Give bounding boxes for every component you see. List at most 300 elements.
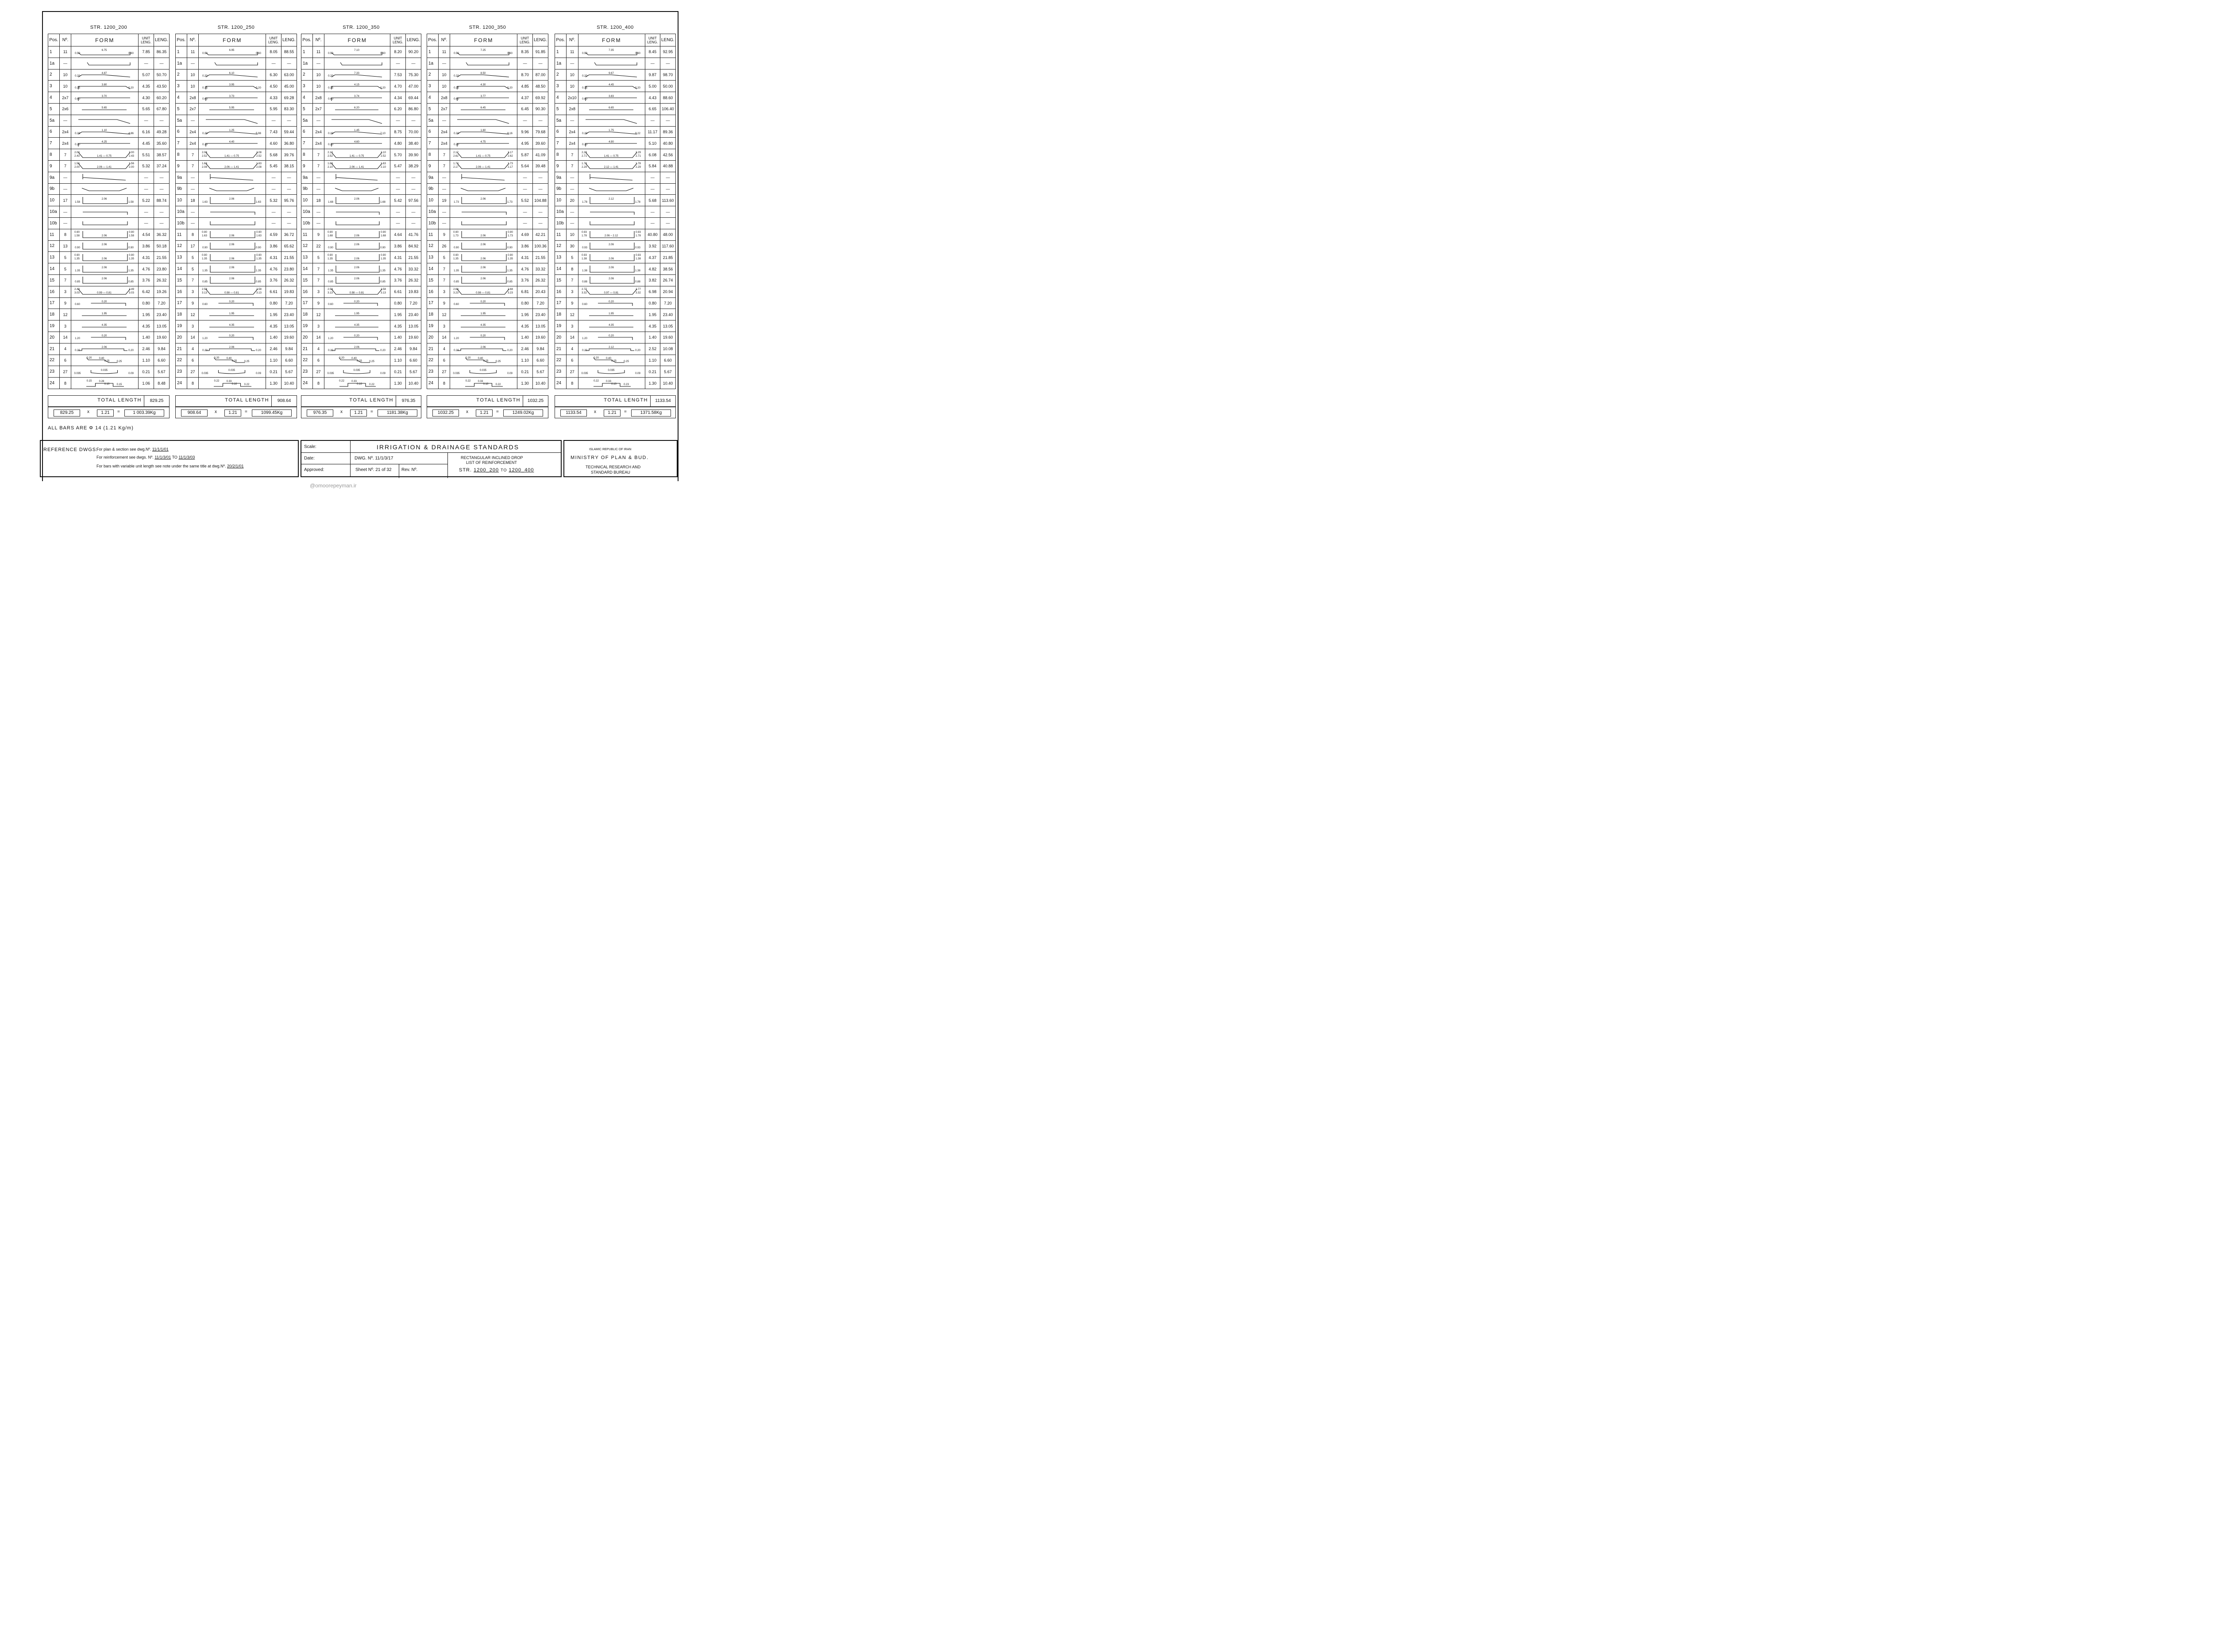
bar-shape-line	[335, 188, 378, 191]
dimension-label: 2.06	[229, 197, 235, 201]
no-cell: 2x8	[438, 92, 450, 104]
str-table	[555, 27, 676, 421]
bar-shape	[199, 150, 266, 160]
bar-shape-line	[457, 132, 509, 134]
bar-shape	[324, 275, 390, 286]
bar-shape	[199, 138, 266, 149]
dimension-label: 2.06	[480, 197, 486, 201]
dimension-label: 2.17	[453, 151, 459, 154]
form-cell	[450, 240, 517, 252]
no-cell: 7	[312, 274, 324, 286]
no-cell: 3	[566, 320, 578, 332]
table-row	[427, 149, 548, 161]
dimension-label: 2.12 — 1.41	[604, 166, 619, 169]
reference-line1-ref[interactable]: 11/1/1/01	[152, 447, 169, 452]
form-cell	[450, 252, 517, 263]
no-cell: 2x4	[566, 126, 578, 138]
no-cell: 10	[438, 69, 450, 81]
bar-shape	[199, 184, 266, 194]
unit-length-cell: 5.70	[390, 149, 406, 161]
unit-length-cell: 2.46	[390, 343, 406, 355]
pos-cell: 9a	[555, 172, 567, 183]
dimension-label: 5.95	[229, 107, 235, 110]
dimension-label: 3.77	[480, 95, 486, 98]
bar-shape	[324, 115, 390, 126]
form-cell	[450, 320, 517, 332]
pos-cell: 19	[301, 320, 313, 332]
dimension-label: 0.35	[582, 86, 587, 89]
table-row	[48, 206, 170, 218]
no-cell: —	[312, 115, 324, 126]
length-cell: 83.30	[281, 103, 297, 115]
table-row	[48, 217, 170, 229]
dimension-label: 1.35	[454, 269, 459, 272]
length-cell: 5.67	[154, 366, 169, 378]
no-cell: 8	[312, 378, 324, 389]
length-cell: 10.40	[660, 378, 675, 389]
bar-shape	[199, 275, 266, 286]
dimension-label: 3.23	[508, 292, 513, 295]
table-row	[48, 81, 170, 92]
length-cell: 26.32	[532, 274, 548, 286]
length-cell: 100.36	[532, 240, 548, 252]
dimension-label: 0.40	[478, 357, 483, 360]
pos-cell: 6	[301, 126, 313, 138]
dimension-label: 0.20	[480, 300, 486, 303]
dimension-label: 0.93	[635, 246, 640, 249]
bar-shape-line	[87, 62, 130, 65]
dimension-label: 0.035	[101, 369, 108, 372]
length-cell: 50.70	[154, 69, 169, 81]
bar-shape	[71, 344, 138, 354]
form-cell	[71, 126, 139, 138]
no-cell: —	[187, 115, 198, 126]
bar-shape-line	[332, 132, 382, 134]
dimension-label: 2.29	[581, 166, 587, 169]
dimension-label: 0.50	[328, 52, 334, 55]
table-row	[427, 297, 548, 309]
pos-cell: 3	[427, 81, 439, 92]
table-row	[427, 206, 548, 218]
bar-shape	[450, 378, 517, 389]
dimension-label: 0.90	[381, 254, 386, 257]
no-cell: 9	[312, 297, 324, 309]
unit-length-cell: 6.98	[645, 286, 660, 297]
dimension-label: 0.10	[483, 382, 489, 386]
reference-line2-ref-a[interactable]: 11/1/3/01	[154, 455, 171, 459]
bar-shape	[450, 367, 517, 377]
table-row	[301, 309, 421, 320]
length-cell: —	[281, 217, 297, 229]
dimension-label: 4.87	[101, 72, 107, 75]
dimension-label: 0.25	[116, 360, 122, 363]
form-cell	[450, 286, 517, 297]
no-cell: 8	[438, 378, 450, 389]
no-cell: 7	[438, 149, 450, 161]
unit-length-cell: 4.70	[390, 81, 406, 92]
dimension-label: 1.35	[128, 269, 134, 272]
no-cell: 5	[438, 252, 450, 263]
unit-length-cell: —	[390, 206, 406, 218]
bar-shape	[578, 298, 645, 309]
header-unit-length: UNIT LENG.	[139, 34, 154, 46]
table-row	[427, 160, 548, 172]
bar-shape	[450, 355, 517, 366]
no-cell: 8	[566, 378, 578, 389]
unit-length-cell: 5.32	[266, 195, 281, 206]
bar-shape	[199, 378, 266, 389]
dimension-label: 1.95	[608, 312, 614, 315]
reference-line3-text: For bars with variable unit length see note under the same title at dwg.Nº.	[96, 464, 226, 468]
form-cell	[199, 297, 266, 309]
table-row	[301, 183, 421, 195]
form-cell	[199, 378, 266, 389]
dimension-label: 2.06	[608, 278, 614, 281]
bar-shape-line	[457, 349, 506, 351]
dimension-label: 2.06	[354, 197, 360, 201]
unit-length-cell: 4.35	[266, 320, 281, 332]
table-row	[176, 332, 297, 343]
bar-shape	[578, 229, 645, 240]
pos-cell: 24	[176, 378, 187, 389]
dimension-label: 0.40	[99, 357, 104, 360]
dimension-label: 0.25	[495, 360, 501, 363]
bar-shape-line	[78, 132, 130, 134]
dimension-label: 0.035	[480, 369, 487, 372]
bar-shape	[199, 367, 266, 377]
bar-shape-line	[586, 83, 637, 89]
table-row	[555, 81, 676, 92]
dimension-label: 0.20	[380, 86, 386, 89]
pos-cell: 5	[427, 103, 439, 115]
length-cell: 41.09	[532, 149, 548, 161]
dimension-label: 0.33	[226, 380, 232, 383]
pos-cell: 10	[176, 195, 187, 206]
bar-shape	[578, 115, 645, 126]
unit-length-cell: 1.30	[517, 378, 533, 389]
dimension-label: 0.85	[454, 281, 459, 284]
pos-cell: 7	[301, 138, 313, 149]
unit-length-cell: 3.76	[139, 274, 154, 286]
form-cell	[578, 115, 645, 126]
form-cell	[578, 92, 645, 104]
length-cell: 91.85	[532, 46, 548, 58]
form-cell	[578, 126, 645, 138]
dimension-label: 2.06	[608, 243, 614, 246]
unit-length-cell: 1.95	[517, 309, 533, 320]
pos-cell: 15	[48, 274, 60, 286]
dimension-label: 0.85	[75, 281, 81, 284]
dimension-label: 4.35	[229, 324, 235, 327]
dimension-label: 0.85	[128, 281, 134, 284]
form-cell	[71, 58, 139, 69]
bar-shape-line	[78, 52, 130, 55]
length-cell: 13.05	[281, 320, 297, 332]
form-cell	[324, 274, 390, 286]
dimension-label: 0.60	[328, 97, 334, 100]
header-form: FORM	[324, 34, 390, 46]
no-cell: 27	[187, 366, 198, 378]
bar-shape	[199, 241, 266, 251]
bar-shape	[450, 138, 517, 149]
length-cell: 19.60	[154, 332, 169, 343]
length-cell: —	[660, 172, 675, 183]
length-cell: 5.67	[532, 366, 548, 378]
unit-length-cell: —	[517, 115, 533, 126]
dimension-label: 0.25	[623, 360, 629, 363]
table-row	[48, 309, 170, 320]
dimension-label: 0.20	[75, 349, 81, 352]
dimension-label: 2.06	[480, 278, 486, 281]
dimension-label: 0.20	[328, 74, 334, 77]
form-cell	[450, 355, 517, 366]
length-cell: 69.92	[532, 92, 548, 104]
weight-calc-row	[427, 407, 548, 418]
dimension-label: 3.03	[74, 292, 80, 295]
no-cell: —	[566, 217, 578, 229]
bar-shape-line	[457, 120, 509, 124]
dimension-label: 1.68	[380, 201, 386, 204]
length-cell: 10.08	[660, 343, 675, 355]
length-cell: 48.00	[660, 229, 675, 240]
form-cell	[578, 286, 645, 297]
pos-cell: 13	[48, 252, 60, 263]
tb-divider-1	[350, 441, 351, 476]
unit-length-cell: 4.95	[517, 138, 533, 149]
table-row	[301, 286, 421, 297]
pos-cell: 9	[427, 160, 439, 172]
form-cell	[324, 332, 390, 343]
pos-cell: 4	[48, 92, 60, 104]
length-cell: 19.60	[281, 332, 297, 343]
dimension-label: 0.90	[453, 254, 459, 257]
reference-line2-ref-b[interactable]: 11/1/3/03	[178, 455, 195, 459]
pos-cell: 12	[301, 240, 313, 252]
bar-shape	[450, 241, 517, 251]
dimension-label: 1.35	[380, 269, 386, 272]
desc-line3-b: 1200_400	[509, 467, 534, 473]
dimension-label: 0.035	[608, 369, 615, 372]
dimension-label: 0.90	[202, 231, 208, 234]
table-row	[301, 355, 421, 366]
unit-length-cell: —	[266, 183, 281, 195]
length-cell: 98.70	[660, 69, 675, 81]
dimension-label: 1.73	[507, 201, 513, 204]
dimension-label: 1.73	[453, 162, 459, 166]
dimension-label: 2.06	[608, 257, 614, 260]
dimension-label: 1.63	[202, 162, 208, 166]
unit-length-cell: 5.42	[390, 195, 406, 206]
dimension-label: 3.32	[635, 292, 641, 295]
bar-shape	[199, 264, 266, 274]
unit-length-cell: 8.70	[517, 69, 533, 81]
dimension-label: 7.33	[354, 72, 360, 75]
length-cell: 48.50	[532, 81, 548, 92]
pos-cell: 2	[555, 69, 567, 81]
dimension-label: 1.78	[581, 235, 587, 238]
pos-cell: 18	[301, 309, 313, 320]
form-cell	[578, 138, 645, 149]
total-length-value: 1032.25	[523, 396, 548, 406]
bar-shape	[71, 332, 138, 343]
dimension-label: 9.22	[635, 132, 640, 135]
dimension-label: 4.35	[480, 324, 486, 327]
bar-shape	[578, 241, 645, 251]
bar-shape	[578, 332, 645, 343]
table-row	[301, 240, 421, 252]
length-cell: 106.40	[660, 103, 675, 115]
unit-length-cell: 4.31	[517, 252, 533, 263]
table-row	[301, 274, 421, 286]
bar-shape-line	[78, 98, 130, 101]
form-cell	[71, 138, 139, 149]
no-cell: 10	[59, 69, 71, 81]
bar-shape	[71, 195, 138, 206]
pos-cell: 17	[301, 297, 313, 309]
unit-length-cell: —	[266, 206, 281, 218]
pos-cell: 9	[555, 160, 567, 172]
table-row	[176, 297, 297, 309]
dimension-label: 0.20	[454, 143, 459, 146]
form-cell	[199, 332, 266, 343]
bar-shape	[450, 229, 517, 240]
length-cell: 38.40	[405, 138, 421, 149]
unit-length-cell: 4.60	[266, 138, 281, 149]
unit-length-cell: 4.76	[517, 263, 533, 275]
table-row	[427, 263, 548, 275]
dimension-label: 0.23	[623, 383, 629, 386]
dimension-label: 0.22	[339, 379, 345, 382]
dimension-label: 1.38	[635, 269, 640, 272]
pos-cell: 4	[427, 92, 439, 104]
length-cell: 38.57	[154, 149, 169, 161]
dimension-label: 0.25	[483, 359, 489, 363]
dimension-label: 0.20	[507, 349, 513, 352]
no-cell: 2x6	[59, 103, 71, 115]
unit-length-cell: 1.40	[645, 332, 660, 343]
dimension-label: 2.71	[581, 154, 587, 158]
form-cell	[578, 160, 645, 172]
length-cell: 90.20	[405, 46, 421, 58]
bar-shape	[71, 58, 138, 69]
bar-shape	[324, 252, 390, 263]
no-cell: 7	[312, 160, 324, 172]
length-cell: 60.20	[154, 92, 169, 104]
length-cell: —	[405, 206, 421, 218]
no-cell: 14	[187, 332, 198, 343]
table-row	[301, 149, 421, 161]
dimension-label: 6.45	[480, 107, 486, 110]
unit-length-cell: 3.76	[266, 274, 281, 286]
header-form: FORM	[450, 34, 517, 46]
bar-shape-line	[336, 221, 379, 225]
unit-length-cell: 8.35	[517, 46, 533, 58]
table-row	[555, 206, 676, 218]
form-cell	[324, 297, 390, 309]
form-cell	[450, 309, 517, 320]
dimension-label: 2.06	[354, 278, 360, 281]
reinforcement-table	[427, 34, 548, 389]
form-cell	[71, 195, 139, 206]
length-cell: 35.60	[154, 138, 169, 149]
length-cell: 33.32	[405, 263, 421, 275]
length-cell: 36.72	[281, 229, 297, 240]
no-cell: —	[438, 172, 450, 183]
bar-shape	[71, 321, 138, 332]
form-cell	[578, 103, 645, 115]
form-cell	[324, 286, 390, 297]
dimension-label: 0.33	[351, 380, 357, 383]
times-sign: x	[340, 409, 343, 414]
no-cell: —	[566, 183, 578, 195]
length-cell: —	[660, 217, 675, 229]
calc-unit-weight: 1.21	[224, 409, 241, 417]
no-cell: 9	[312, 229, 324, 240]
length-cell: 20.94	[660, 286, 675, 297]
length-cell: 38.29	[405, 160, 421, 172]
no-cell: 5	[187, 263, 198, 275]
table-row	[427, 274, 548, 286]
length-cell: 38.56	[660, 263, 675, 275]
bar-shape-line	[78, 83, 130, 89]
form-cell	[71, 240, 139, 252]
no-cell: —	[59, 58, 71, 69]
ministry-line4: STANDARD BUREAU	[591, 470, 630, 475]
sheet-number-value: 21 of 32	[375, 467, 392, 472]
pos-cell: 9b	[176, 183, 187, 195]
dimension-label: 2.06	[229, 278, 235, 281]
header-pos: Pos.	[301, 34, 313, 46]
form-cell	[71, 69, 139, 81]
header-form: FORM	[71, 34, 139, 46]
dimension-label: 1.63	[202, 235, 208, 238]
unit-length-cell: 1.40	[517, 332, 533, 343]
form-cell	[450, 195, 517, 206]
dimension-label: 1.35	[129, 257, 135, 260]
dimension-label: 0.90	[256, 231, 262, 234]
equals-sign: =	[496, 409, 499, 414]
length-cell: 88.74	[154, 195, 169, 206]
reference-line3-ref[interactable]: 20/2/1/01	[227, 464, 244, 468]
table-row	[555, 343, 676, 355]
bar-shape-line	[336, 174, 378, 180]
dimension-label: 1.63	[256, 201, 262, 204]
desc-line3-a: 1200_200	[474, 467, 499, 473]
table-row	[176, 195, 297, 206]
form-cell	[199, 103, 266, 115]
form-cell	[71, 183, 139, 195]
desc-line3-prefix: STR.	[459, 467, 472, 473]
dimension-label: 1.73	[454, 201, 459, 204]
length-cell: —	[154, 172, 169, 183]
pos-cell: 22	[301, 355, 313, 366]
unit-length-cell: —	[645, 172, 660, 183]
unit-length-cell: 4.35	[645, 320, 660, 332]
length-cell: —	[532, 206, 548, 218]
unit-length-cell: 0.21	[390, 366, 406, 378]
no-cell: 8	[59, 378, 71, 389]
bar-shape	[71, 286, 138, 297]
length-cell: 39.60	[532, 138, 548, 149]
unit-length-cell: 5.68	[266, 149, 281, 161]
form-cell	[71, 229, 139, 240]
dimension-label: 3.13	[381, 292, 386, 295]
no-cell: 2x4	[312, 126, 324, 138]
bar-shape	[199, 172, 266, 183]
dimension-label: 4.90	[608, 140, 614, 143]
pos-cell: 10a	[427, 206, 439, 218]
form-cell	[450, 263, 517, 275]
